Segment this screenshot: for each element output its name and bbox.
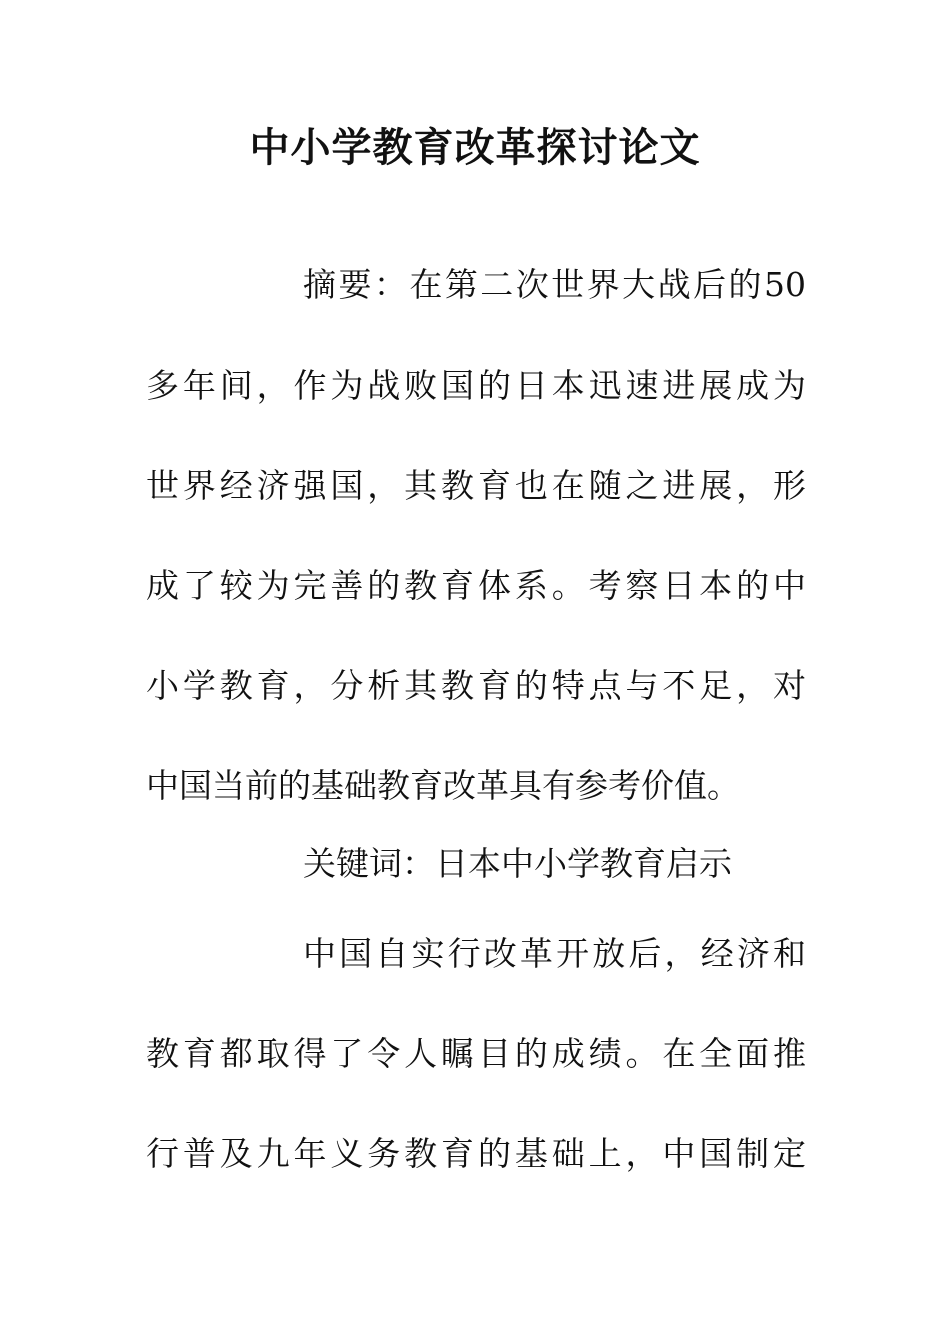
abstract-line-6: 中国当前的基础教育改革具有参考价值。	[146, 766, 740, 805]
abstract-line-4: 成了较为完善的教育体系。考察日本的中	[146, 566, 806, 605]
abstract-line-3: 世界经济强国，其教育也在随之进展，形	[146, 466, 806, 505]
body-line-2: 教育都取得了令人瞩目的成绩。在全面推	[146, 1034, 806, 1073]
body-line-3: 行普及九年义务教育的基础上，中国制定	[146, 1134, 806, 1173]
abstract-line-2: 多年间，作为战败国的日本迅速进展成为	[146, 366, 806, 405]
abstract-line-1: 摘要：在第二次世界大战后的50	[303, 265, 806, 304]
abstract-line-5: 小学教育，分析其教育的特点与不足，对	[146, 666, 806, 705]
body-line-1: 中国自实行改革开放后，经济和	[303, 934, 806, 973]
keywords-line: 关键词：日本中小学教育启示	[303, 844, 732, 883]
page-title: 中小学教育改革探讨论文	[249, 124, 701, 171]
